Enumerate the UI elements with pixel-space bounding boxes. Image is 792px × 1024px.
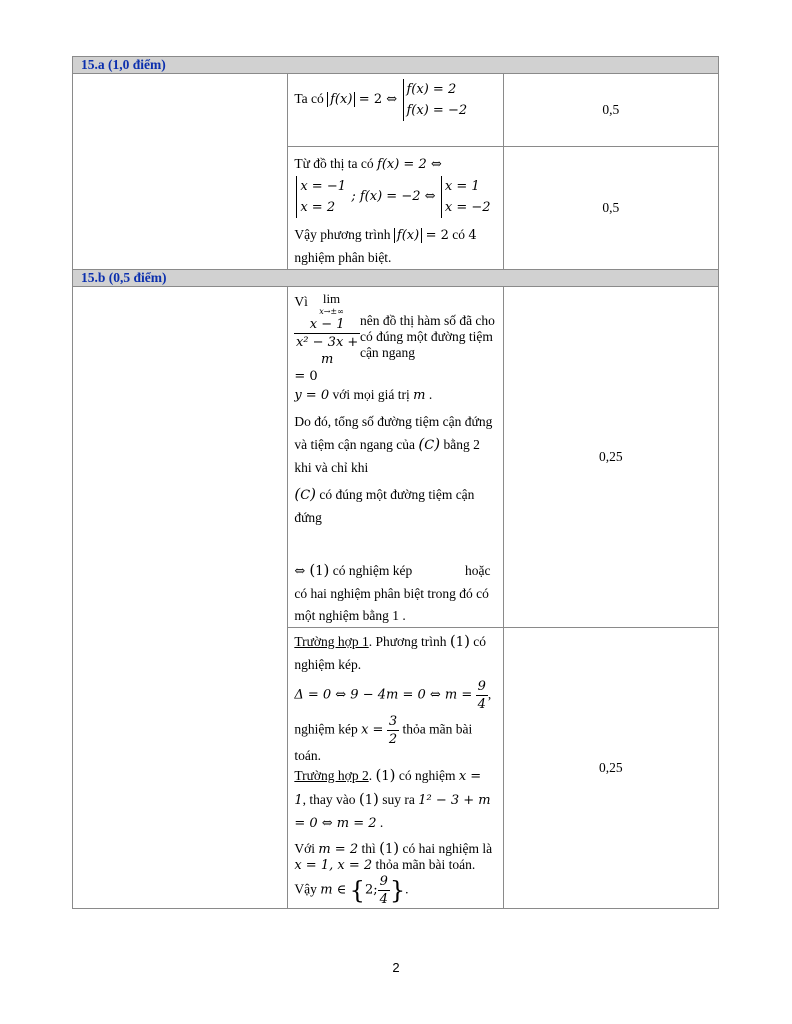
section-title: 15.a (1,0 điểm) <box>73 57 719 74</box>
case-label: Trường hợp 1 <box>294 634 369 649</box>
text: có <box>452 227 465 242</box>
math: = 2 ⇔ <box>358 92 398 108</box>
score-cell: 0,25 <box>503 628 718 909</box>
content-cell: Vì lim x→±∞ $\frac{x - 1}{\text{x² − 3x + m}}$ = 0 nên đồ thị hàm số đã cho có đúng một đường tiệm cận ngang y = 0 với mọi giá trị m . Do đó, tổng số đường tiệm cận đứng và tiệm cận ngang của (C) bằng 2 khi và chỉ khi (C) có đúng một đường tiệm cận đứng ⇔ (1) có nghiệm kép hoặc có hai nghiệm phân biệt trong đó có một nghiệm bằng 1 . <box>288 287 503 628</box>
text: với mọi giá trị <box>332 387 410 402</box>
content-cell <box>288 74 503 147</box>
limit: lim x→±∞ <box>319 291 344 316</box>
row-15a-1 <box>73 74 719 147</box>
text: nên đồ thị hàm số đã cho có đúng một đường tiệm cận ngang <box>359 313 495 360</box>
math-system: x = 1 x = −2 <box>441 176 491 218</box>
math: x = <box>361 722 384 738</box>
math: 2; <box>364 882 378 898</box>
page-number: 2 <box>392 960 400 975</box>
math: (1) <box>358 790 379 808</box>
math: Δ = 0 ⇔ 9 − 4m = 0 ⇔ m = <box>294 687 473 703</box>
blank-cell <box>73 287 288 909</box>
math: (C) <box>418 435 441 453</box>
text: . Phương trình <box>368 634 447 649</box>
math: ⇔ (1) <box>294 561 330 579</box>
score-cell: 0,5 <box>503 147 718 270</box>
score-cell: 0,25 <box>503 287 718 628</box>
text: Vì <box>294 294 308 310</box>
case-label: Trường hợp 2 <box>294 768 369 783</box>
text: , nghiệm kép <box>294 686 492 737</box>
text: thỏa mãn bài toán. Vậy <box>294 857 476 897</box>
content-cell: Trường hợp 1. Phương trình (1) có nghiệm kép. Δ = 0 ⇔ 9 − 4m = 0 ⇔ m = $\frac{9}{4}$ , nghiệm kép x = $\frac{3}{2}$ thỏa mãn bài toán. Trường hợp 2. (1) có nghiệm x = 1, thay vào (1) suy ra 1² − 3 + m = 0 ⇔ m = 2 . Với m = 2 thì (1) có hai nghiệm là x = 1, x = 2 thỏa mãn bài toán. Vậy m ∈ {2; $\frac{9}{4}$ }. <box>288 628 503 909</box>
text: , thay vào <box>302 792 356 807</box>
math: x = 1 <box>294 769 482 808</box>
math: 1² − 3 + m = 0 ⇔ m = 2 <box>294 793 491 831</box>
math: (1) <box>379 839 400 857</box>
text: có nghiệm <box>398 768 456 783</box>
math-system: x = −1 x = 2 <box>296 176 346 218</box>
text: Vậy phương trình <box>294 227 391 242</box>
score-cell: 0,5 <box>503 74 718 147</box>
math: } <box>389 876 406 905</box>
math: m <box>413 388 426 403</box>
text: có hai nghiệm là <box>402 841 493 856</box>
math: = 2 <box>425 228 449 243</box>
text: Từ đồ thị ta có <box>294 156 374 171</box>
section-title: 15.b (0,5 điểm) <box>73 270 719 287</box>
math: f(x) <box>394 228 422 243</box>
text: thì <box>361 841 376 856</box>
math: m ∈ <box>320 882 347 898</box>
text: suy ra <box>382 792 415 807</box>
text: có đúng một đường tiệm cận đứng <box>294 487 475 525</box>
math: x = 1, x = 2 <box>294 858 373 873</box>
text: thỏa mãn bài toán. <box>294 721 473 763</box>
text: Do đó, tổng số đường tiệm cận đứng và tiệm cận ngang của <box>294 414 493 452</box>
text: Ta có <box>294 91 324 107</box>
answer-table <box>72 56 719 909</box>
fraction: $\frac{9}{4}$ <box>379 874 388 907</box>
text: nghiệm phân biệt. <box>294 250 392 265</box>
math: (1) <box>375 766 396 784</box>
fraction: $\frac{3}{2}$ <box>388 714 398 747</box>
math-system: f(x) = 2 f(x) = −2 <box>403 79 468 121</box>
blank-cell <box>73 74 288 270</box>
text: có nghiệm kép <box>332 563 413 578</box>
section-header-15a <box>73 57 719 74</box>
math: y = 0 <box>294 388 330 403</box>
math: { <box>349 876 365 905</box>
math: f(x) <box>327 92 355 107</box>
math: ; f(x) = −2 ⇔ <box>351 189 436 205</box>
math: f(x) = 2 ⇔ <box>377 157 442 172</box>
limit-fraction: $\frac{x - 1}{\text{x² − 3x + m}}$ <box>295 317 359 367</box>
text: Với <box>294 841 315 856</box>
math: (C) <box>294 485 316 503</box>
math: m = 2 <box>318 842 359 857</box>
math: = 0 <box>294 369 318 384</box>
text: bằng 2 khi và chỉ khi <box>294 437 480 475</box>
text: hoặc có hai nghiệm phân biệt trong đó có một nghiệm bằng 1 . <box>294 563 491 623</box>
row-15b-1 <box>73 287 719 628</box>
section-header-15b <box>73 270 719 287</box>
math: (1) <box>449 632 470 650</box>
math: 4 <box>468 228 477 243</box>
fraction: $\frac{9}{4}$ <box>477 679 486 712</box>
text: có nghiệm kép. <box>294 634 487 672</box>
content-cell <box>288 147 503 270</box>
